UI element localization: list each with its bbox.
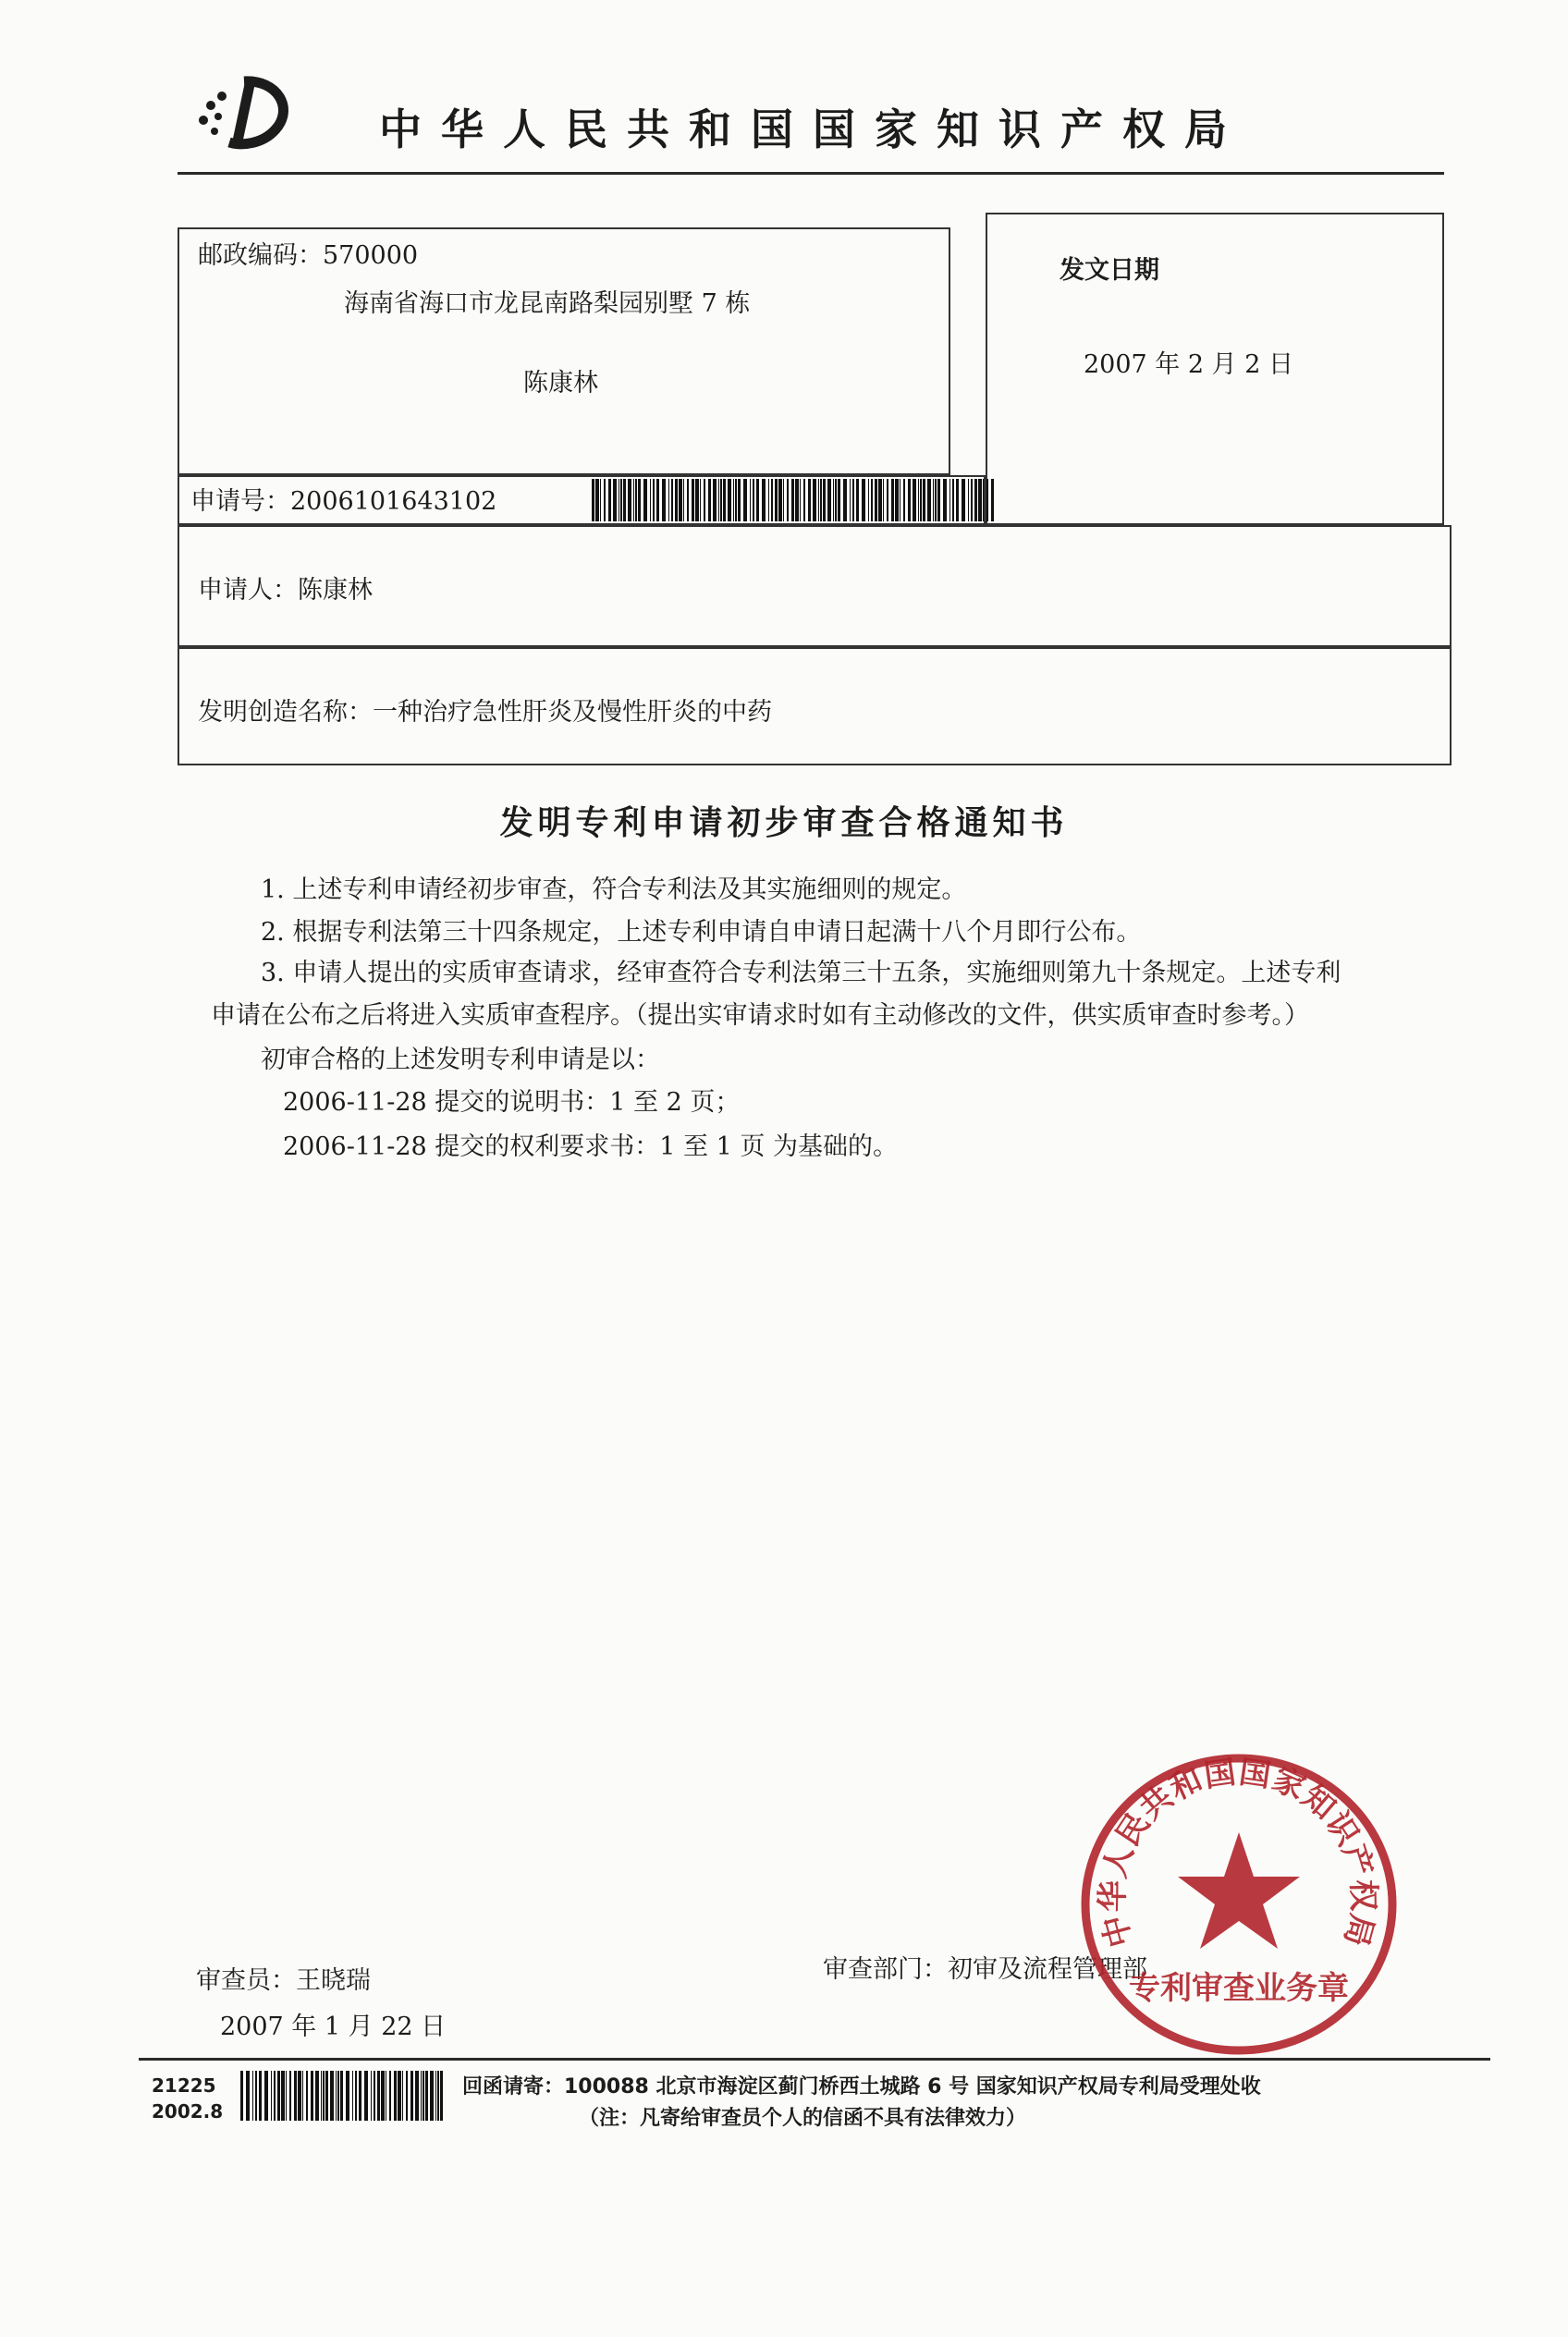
notice-item-1: 1. 上述专利申请经初步审查，符合专利法及其实施细则的规定。 [261, 875, 967, 904]
official-seal-icon [1072, 1747, 1405, 2062]
office-name: 中华人民共和国国家知识产权局 [379, 104, 1246, 154]
issue-date: 2007 年 2 月 2 日 [1084, 350, 1293, 379]
basis-line-2: 2006-11-28 提交的权利要求书：1 至 1 页 为基础的。 [283, 1132, 898, 1161]
basis-intro: 初审合格的上述发明专利申请是以： [261, 1046, 660, 1074]
svg-text:专利审查业务章: 专利审查业务章 [1129, 1970, 1349, 2007]
form-date: 2002.8 [152, 2100, 224, 2123]
cnipa-logo-icon [190, 72, 301, 155]
examiner-date: 2007 年 1 月 22 日 [220, 2013, 447, 2041]
reply-address: 回函请寄：100088 北京市海淀区蓟门桥西土城路 6 号 国家知识产权局专利局受理处收 [462, 2075, 1261, 2098]
form-code: 21225 [152, 2074, 216, 2097]
examiner: 审查员：王晓瑞 [196, 1966, 371, 1995]
application-number: 申请号：2006101643102 [190, 487, 497, 516]
postcode: 邮政编码：570000 [198, 241, 419, 270]
department: 审查部门：初审及流程管理部 [823, 1955, 1147, 1984]
header-rule [178, 172, 1444, 175]
notice-item-3-line-1: 3. 申请人提出的实质审查请求，经审查符合专利法第三十五条，实施细则第九十条规定。上述专利 [261, 959, 1341, 987]
notice-item-2: 2. 根据专利法第三十四条规定，上述专利申请自申请日起满十八个月即行公布。 [261, 918, 1142, 947]
applicant: 申请人：陈康林 [198, 576, 373, 605]
date-label: 发文日期 [1060, 256, 1159, 285]
invention-title: 发明创造名称：一种治疗急性肝炎及慢性肝炎的中药 [198, 698, 772, 727]
notice-title: 发明专利申请初步审查合格通知书 [499, 804, 1069, 842]
footer-rule [139, 2058, 1490, 2061]
svg-text:中华人民共和国国家知识产权局: 中华人民共和国国家知识产权局 [1094, 1754, 1382, 1952]
form-barcode-icon [239, 2071, 447, 2121]
basis-line-1: 2006-11-28 提交的说明书：1 至 2 页； [283, 1088, 741, 1117]
address: 海南省海口市龙昆南路梨园别墅 7 栋 [344, 289, 751, 318]
notice-item-3-line-2: 申请在公布之后将进入实质审查程序。（提出实审请求时如有主动修改的文件，供实质审查时参考。） [211, 1001, 1309, 1030]
barcode-icon [590, 479, 997, 521]
recipient: 陈康林 [523, 369, 598, 398]
legal-note: （注：凡寄给审查员个人的信函不具有法律效力） [579, 2107, 1027, 2130]
